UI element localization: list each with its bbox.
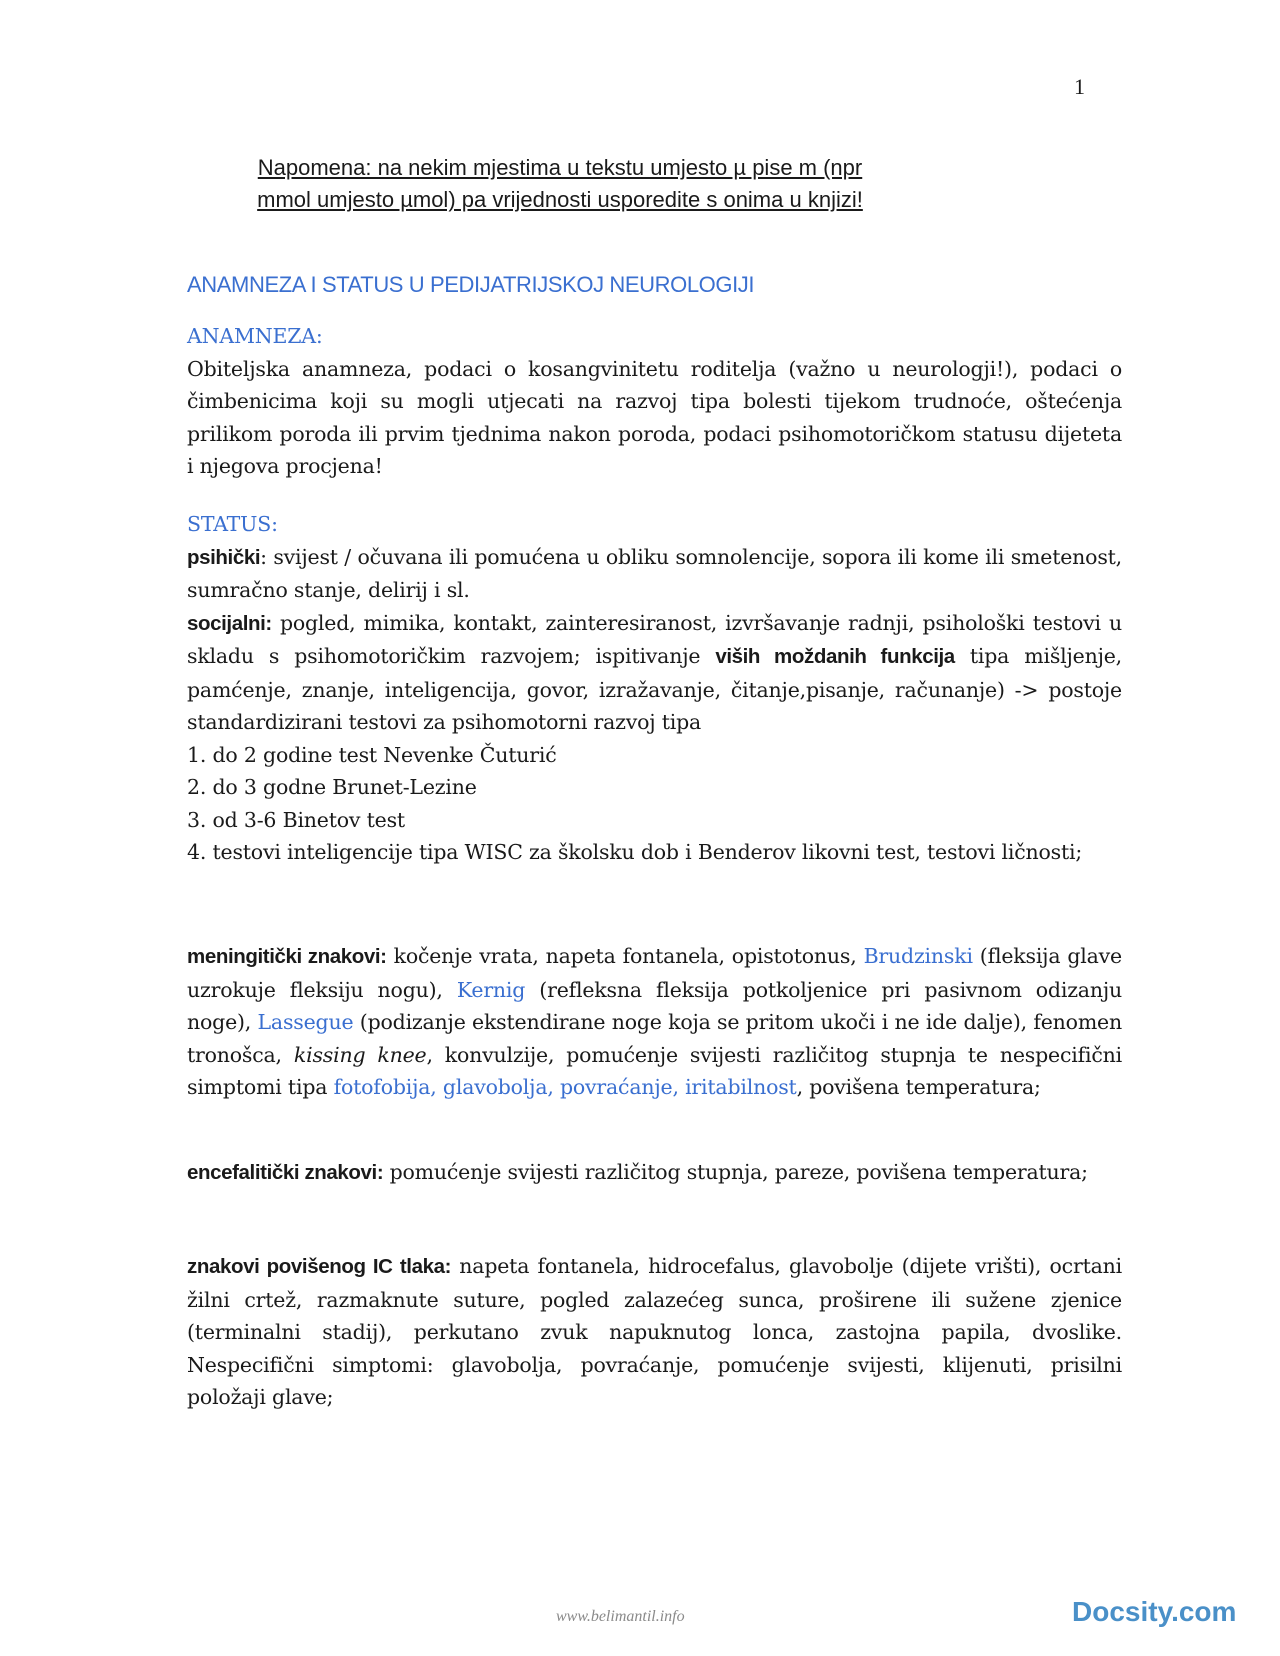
psihicki-term: psihički (187, 545, 261, 569)
test-item: 4. testovi inteligencije tipa WISC za školsku dob i Benderov likovni test, testovi ličnosti; (187, 840, 1083, 864)
ic-tlak-text: napeta fontanela, hidrocefalus, glavobolje (dijete vrišti), ocrtani žilni crtež, razmaknute suture, pogled zalazećeg sunca, proširene ili sužene zjenice (terminalni stadij), perkutano zvuk napuknutog lonca, zastojna papila, dvoslike. Nespecifični simptomi: glavobolja, povraćanje, pomućenje svijesti, klijenuti, prisilni položaji glave; (187, 1254, 1122, 1409)
ic-tlak-term: znakovi povišenog IC tlaka: (187, 1255, 451, 1278)
note-line-2: mmol umjesto µmol) pa vrijednosti usporedite s onima u knjizi! (257, 187, 863, 212)
page-number: 1 (1074, 74, 1085, 99)
footer-url[interactable]: www.belimantil.info (556, 1608, 685, 1625)
meningiticki-text: (fleksija glave uzrokuje fleksiju nogu), (187, 944, 1122, 1002)
meningiticki-text: kočenje vrata, napeta fontanela, opistotonus, (386, 944, 864, 968)
brudzinski-term: Brudzinski (863, 944, 973, 968)
encefaliticki-text: pomućenje svijesti različitog stupnja, pareze, povišena temperatura; (383, 1160, 1088, 1184)
meningiticki-text: , konvulzije, pomućenje svijesti različitog stupnja te nespecifični simptomi tipa (187, 1042, 1122, 1099)
meningiticki-section (187, 940, 1122, 1104)
meningiticki-text: , povišena temperatura; (796, 1075, 1041, 1099)
anamneza-section (187, 320, 1122, 483)
status-section (187, 508, 1122, 869)
encefaliticki-section (187, 1156, 1122, 1190)
status-label: STATUS: (187, 512, 278, 536)
anamneza-label: ANAMNEZA: (187, 324, 323, 348)
note-banner (180, 152, 940, 216)
test-item: 1. do 2 godine test Nevenke Čuturić (187, 742, 557, 767)
anamneza-text: Obiteljska anamneza, podaci o kosangvinitetu roditelja (važno u neurologji!), podaci o čimbenicima koji su mogli utjecati na razvoj tipa bolesti tijekom trudnoće, oštećenja prilikom poroda ili prvim tjednima nakon poroda, podaci psihomotoričkom statusu dijeteta i njegova procjena! (187, 356, 1122, 478)
nonspecific-symptoms: fotofobija, glavobolja, povraćanje, iritabilnost (333, 1075, 797, 1099)
psihicki-text: : svijest / očuvana ili pomućena u obliku somnolencije, sopora ili kome ili smetenost, sumračno stanje, delirij i sl. (187, 544, 1122, 602)
docsity-logo[interactable]: Docsity.com (1072, 1596, 1237, 1627)
meningiticki-text: (refleksna fleksija potkoljenice pri pasivnom odizanju noge), (187, 977, 1122, 1034)
status-psihicki (187, 541, 1122, 607)
encefaliticki-term: encefalitički znakovi: (187, 1161, 384, 1184)
meningiticki-term: meningitički znakovi: (187, 945, 387, 968)
socijalni-term: socijalni: (187, 611, 272, 635)
socijalni-term-2: viših moždanih funkcija (715, 645, 955, 668)
lassegue-term: Lassegue (257, 1010, 354, 1034)
test-item: 2. do 3 godne Brunet-Lezine (187, 775, 477, 799)
note-line-1: Napomena: na nekim mjestima u tekstu umjesto µ pise m (npr (257, 155, 863, 180)
kissing-knee-term: kissing knee (293, 1042, 427, 1067)
ic-tlak-section (187, 1250, 1122, 1414)
kernig-term: Kernig (456, 977, 526, 1002)
socijalni-text-1: pogled, mimika, kontakt, zainteresiranost, izvršavanje radnji, psihološki testovi u skladu s psihomotoričkim razvojem; ispitivanje (187, 610, 1122, 668)
status-socijalni (187, 607, 1122, 739)
document-title: ANAMNEZA I STATUS U PEDIJATRIJSKOJ NEUROLOGIJI (187, 272, 755, 297)
socijalni-text-2: tipa mišljenje, pamćenje, znanje, inteligencija, govor, izražavanje, čitanje,pisanje, računanje) -> postoje standardizirani testovi za psihomotorni razvoj tipa (187, 644, 1122, 734)
test-item: 3. od 3-6 Binetov test (187, 807, 405, 832)
meningiticki-text: (podizanje ekstendirane noge koja se pritom ukoči i ne ide dalje), fenomen tronošca, (187, 1010, 1122, 1067)
